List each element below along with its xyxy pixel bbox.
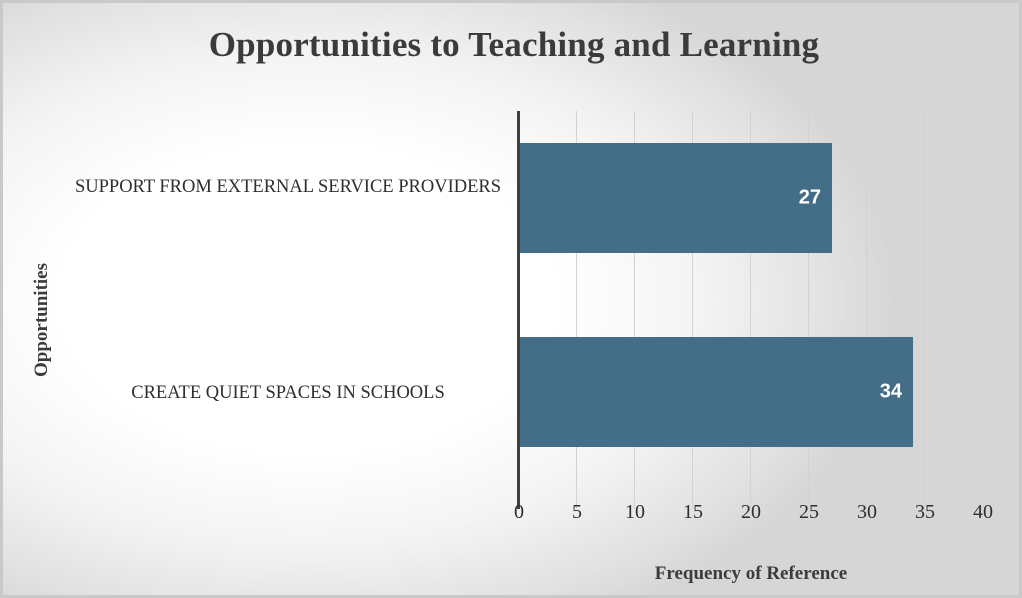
bar-support-from-external-service-providers[interactable]: [519, 143, 832, 253]
gridline: [924, 111, 925, 509]
x-tick-label-35: 35: [915, 501, 935, 523]
x-tick-label-0: 0: [514, 501, 524, 523]
x-axis-title: Frequency of Reference: [654, 563, 848, 584]
x-tick-label-30: 30: [857, 501, 877, 523]
x-tick-label-5: 5: [572, 501, 582, 523]
x-tick-label-40: 40: [973, 501, 993, 523]
x-tick-label-10: 10: [625, 501, 645, 523]
x-tick-label-15: 15: [683, 501, 703, 523]
plot-area: [519, 111, 983, 509]
chart-title: Opportunities to Teaching and Learning: [208, 25, 820, 64]
x-tick-label-25: 25: [799, 501, 819, 523]
bar-value-label: 27: [798, 186, 821, 209]
gridline: [982, 111, 983, 509]
gridline: [866, 111, 867, 509]
bar-create-quiet-spaces-in-schools[interactable]: [519, 337, 913, 447]
value-axis-line: [517, 111, 520, 509]
x-tick-label-20: 20: [741, 501, 761, 523]
bar-value-label: 34: [879, 380, 902, 403]
category-label-1: SUPPORT FROM EXTERNAL SERVICE PROVIDERS: [74, 177, 502, 197]
y-axis-title: Opportunities: [31, 262, 52, 378]
category-label-2: CREATE QUIET SPACES IN SCHOOLS: [131, 383, 445, 403]
